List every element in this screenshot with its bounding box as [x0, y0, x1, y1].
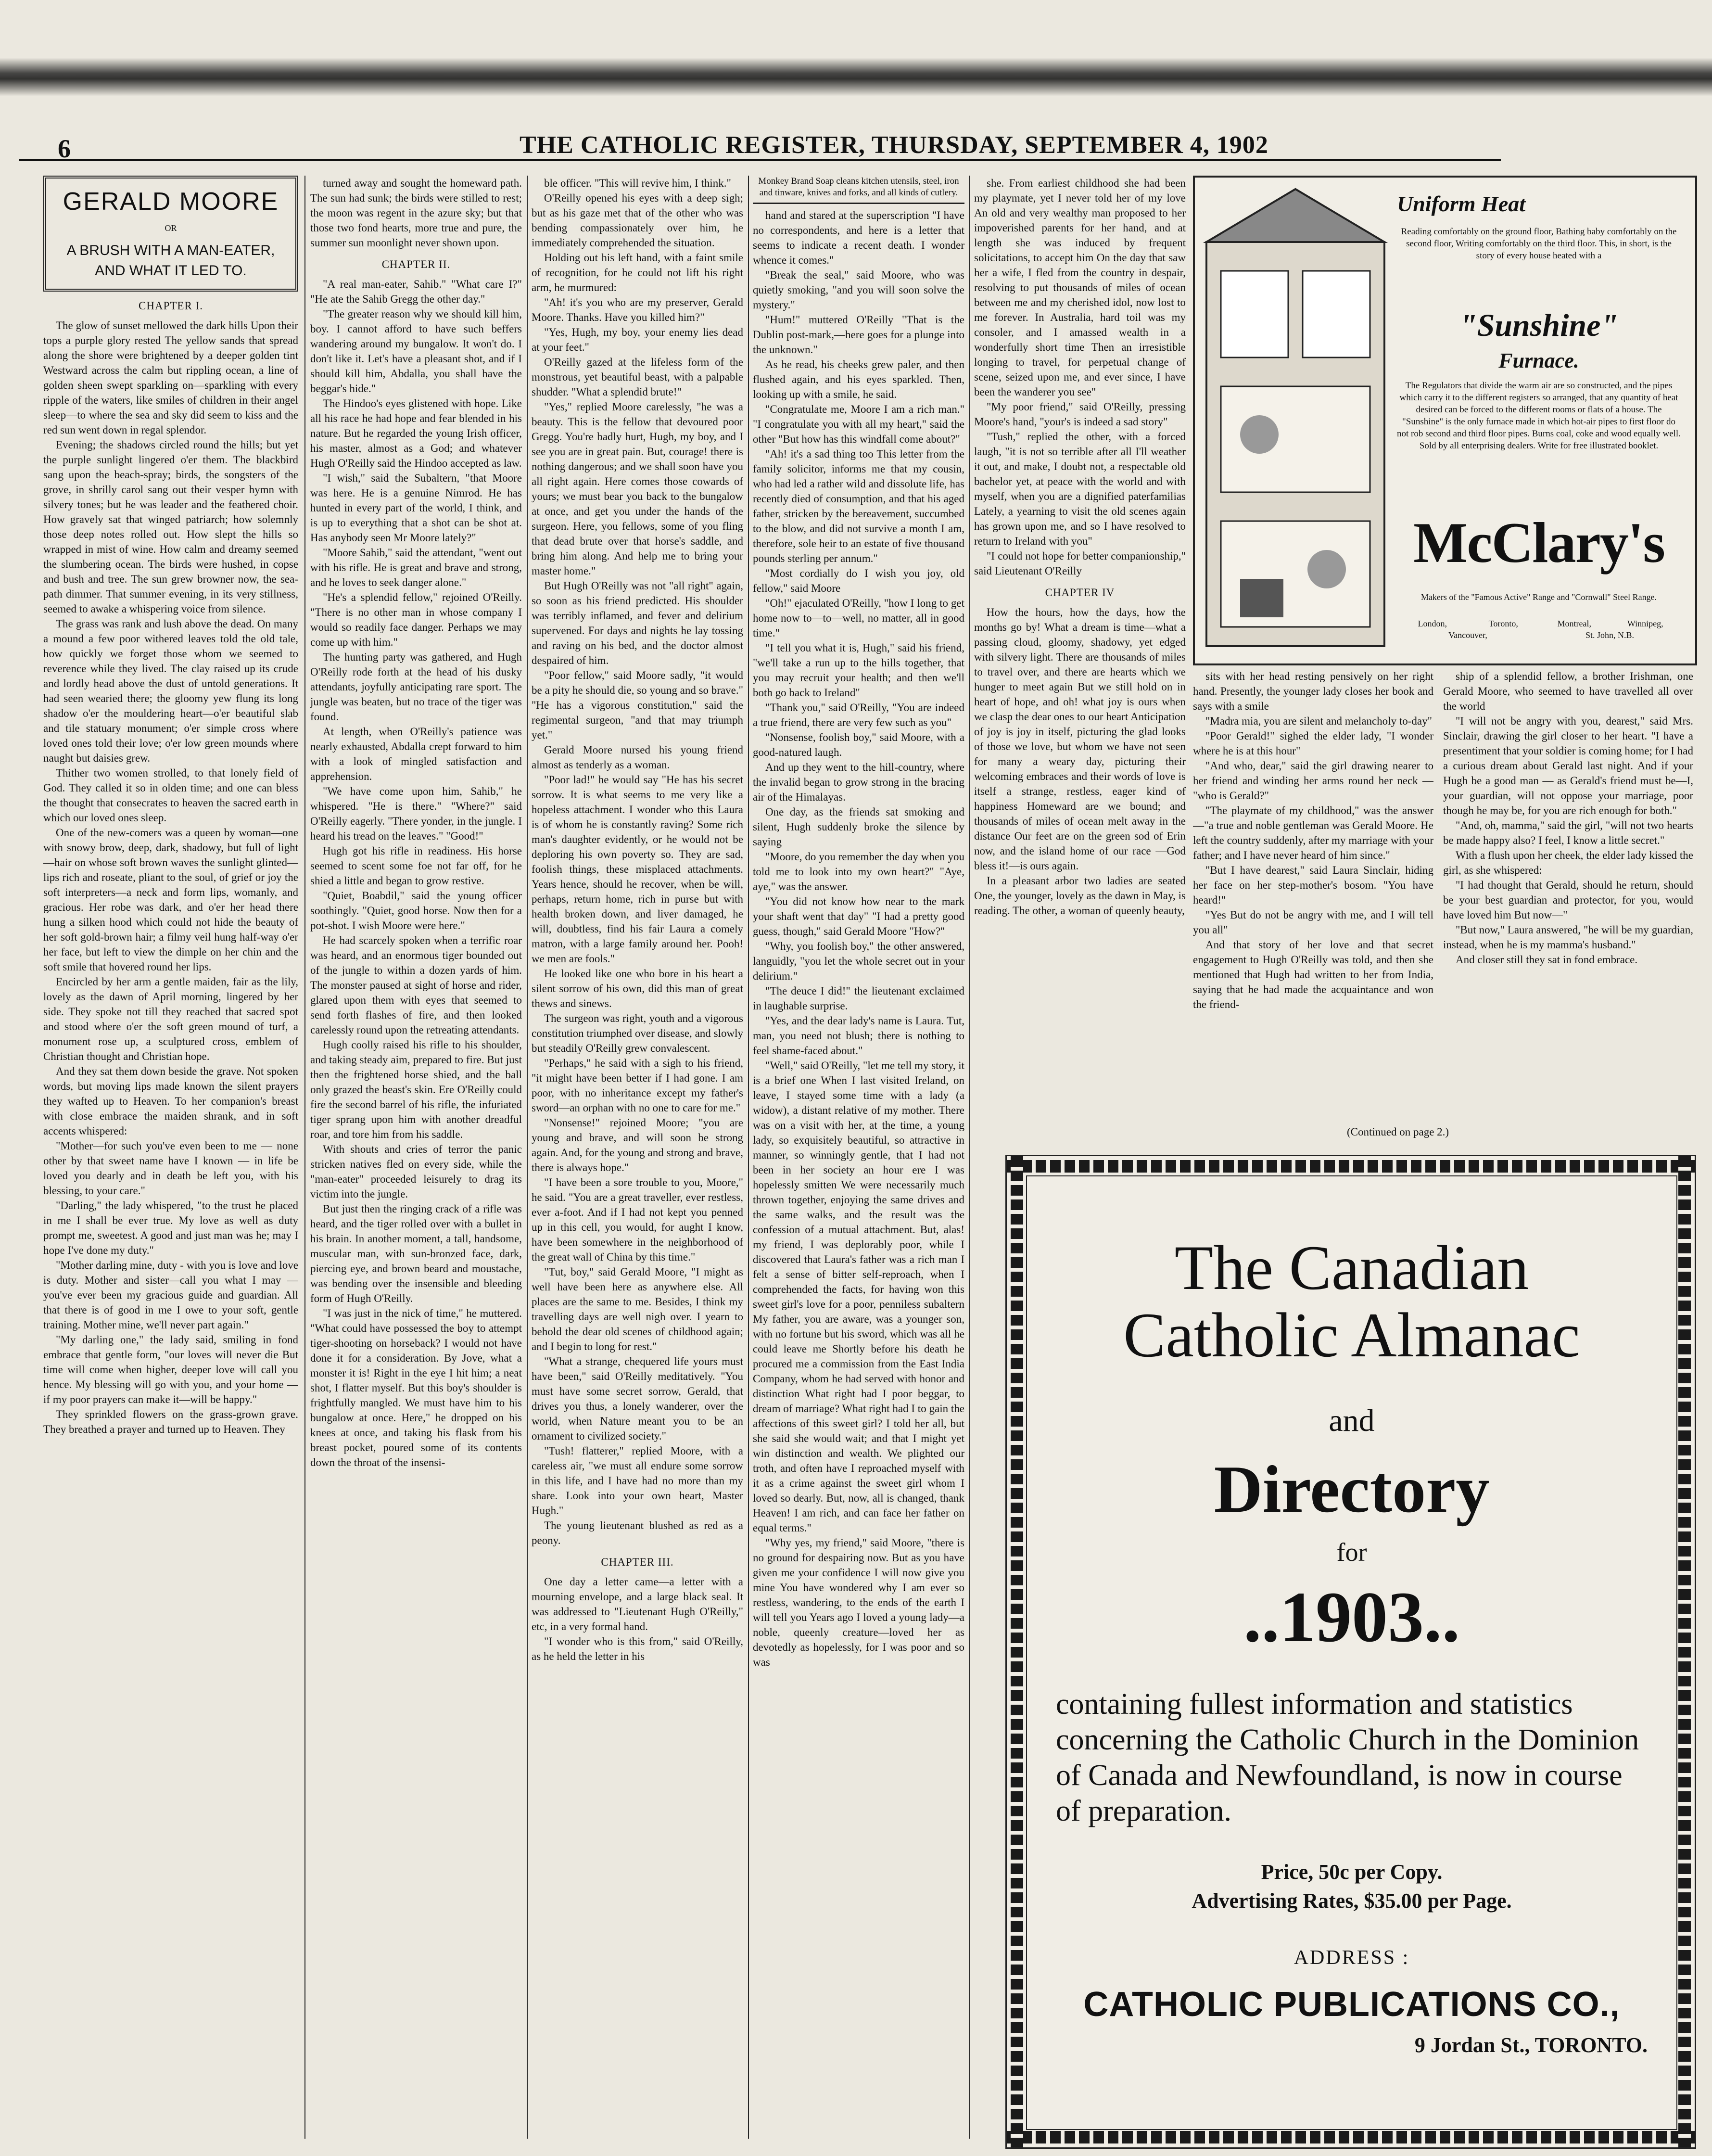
paragraph: "Moore, do you remember the day when you told me to look into my own heart?" "Aye, aye," was the answer. [753, 851, 964, 893]
paragraph: "Why, you foolish boy," the other answered, languidly, "you let the whole secret out in your delirium." [753, 940, 964, 982]
ad-border-bottom [1007, 2131, 1695, 2143]
story-column-1 [43, 176, 298, 2139]
almanac-company: CATHOLIC PUBLICATIONS CO., [1083, 1985, 1620, 2024]
paragraph: "I wish," said the Subaltern, "that Moore was here. He is a genuine Nimrod. He has hunted in every part of the world, I think, and is up to everything that a shot can be shot at. Has anybody seen Mr Moore lately?" [310, 472, 522, 544]
paragraph: "I could not hope for better companionship," said Lieutenant O'Reilly [974, 550, 1186, 577]
almanac-title [1027, 1234, 1676, 1369]
page-number: 6 [58, 134, 71, 163]
ad-cities [1397, 618, 1681, 641]
column-rule [527, 176, 528, 2139]
paragraph: But just then the ringing crack of a rifle was heard, and the tiger rolled over with a bullet in his brain. In another moment, a tall, handsome, muscular man, with sun-bronzed face, dark, piercing eye, and brown beard and moustache, was bending over the insensible and bleeding form of Hugh O'Reilly. [310, 1203, 522, 1304]
paragraph: "The greater reason why we should kill him, boy. I cannot afford to have such beffers wandering around my bungalow. It won't do. I don't like it. Let's have a pleasant shot, and if I should kill him, Abdalla, you shall have the beggar's hide." [310, 308, 522, 395]
almanac-and: and [1329, 1403, 1375, 1438]
ad-border-right [1678, 1156, 1691, 2147]
almanac-price: Price, 50c per Copy. [1261, 1860, 1443, 1884]
paragraph: "Ah! it's a sad thing too This letter from the family solicitor, informs me that my cousin, who had led a rather wild and dissolute life, has recently died of consumption, and that his aged father, stricken by the bereavement, succumbed to the blow, and did not survive a month I am, therefore, sole heir to an estate of five thousand pounds sterling per annum." [753, 448, 964, 564]
almanac-year: ..1903.. [1243, 1577, 1460, 1657]
paragraph: "Moore Sahib," said the attendant, "went out with his rifle. He is great and brave and strong, and he loves to seek danger alone." [310, 547, 522, 588]
scan-edge-band [0, 58, 1712, 96]
paragraph: ble officer. "This will revive him, I think." [544, 177, 731, 189]
paragraph: And up they went to the hill-country, where the invalid began to grow strong in the bracing air of the Himalayas. [753, 761, 964, 803]
paragraph: Thither two women strolled, to that lonely field of God. They called it so in olden time; and one can bless the thought that consecrates to heaven the sacred earth in which our loved ones sleep. [43, 767, 298, 824]
paragraph: The Hindoo's eyes glistened with hope. Like all his race he had hope and fear blended in his nature. But he regarded the young Irish officer, his master, almost as a God; and whatever Hugh O'Reilly said the Hindoo accepted as law. [310, 397, 522, 469]
almanac-for: for [1336, 1538, 1367, 1567]
almanac-advertisement [1005, 1155, 1696, 2149]
paragraph: "Tush," replied the other, with a forced laugh, "it is not so terrible after all I'll weather it out, and make, I doubt not, a respectable old bachelor yet, at peace with the world and with myself, when you are a dignified paterfamilias Lately, a yearning to visit the old scenes again has grown upon me, and so I have resolved to return to Ireland with you" [974, 431, 1186, 547]
paragraph: "We have come upon him, Sahib," he whispered. "He is there." "Where?" said O'Reilly eagerly. "There yonder, in the jungle. I heard his tread on the leaves." "Good!" [310, 785, 522, 842]
story-subtitle: A BRUSH WITH A MAN-EATER, AND WHAT IT LED TO. [66, 242, 275, 279]
ad-text: Reading comfortably on the ground floor, Bathing baby comfortably on the second floor, Writing comfortably on the third floor. This, in short, is the story of every house heated with a [1401, 227, 1677, 261]
paragraph: "I wonder who is this from," said O'Reilly, as he held the letter in his [532, 1635, 743, 1662]
paragraph: ship of a splendid fellow, a brother Irishman, one Gerald Moore, who seemed to have travelled all over the world [1443, 670, 1693, 712]
paragraph: The surgeon was right, youth and a vigorous constitution triumphed over disease, and slowly but steadily O'Reilly grew convalescent. [532, 1012, 743, 1054]
story-column-2 [310, 176, 522, 2139]
city: St. John, N.B. [1585, 630, 1635, 640]
paragraph: Evening; the shadows circled round the hills; but yet the purple sunlight lingered o'er them. The blackbird sang upon the beach-spray; birds, the songsters of the grove, in shrilly carol sang out their vesper hymn with silvery tones; but he was leader and the feathered choir. How gravely sat that winged patriarch; how solemnly those deep notes rolled out. How slept the hills so wrapped in mist of wine. How calm and dreamy seemed the slumbering ocean. The birds were hushed, in copse and bush and tree. The sun grew browner now, the sea-path dimmer. That summer evening, in its very stillness, seemed to awake a whispering voice from silence. [43, 439, 298, 615]
ad-makers: Makers of the "Famous Active" Range and "Cornwall" Steel Range. [1420, 592, 1657, 602]
paragraph: "Yes But do not be angry with me, and I will tell you all" [1193, 909, 1433, 936]
paragraph: "He's a splendid fellow," rejoined O'Reilly. "There is no other man in whose company I would so readily face danger. Perhaps we may come up with him." [310, 591, 522, 648]
paragraph: The young lieutenant blushed as red as a peony. [532, 1519, 743, 1546]
paragraph: "Break the seal," said Moore, who was quietly smoking, "and you will soon solve the mystery." [753, 269, 964, 311]
ad-border-top [1007, 1160, 1695, 1173]
story-column-5 [974, 176, 1186, 1138]
paragraph: With shouts and cries of terror the panic stricken natives fled on every side, while the "man-eater" proceeded leisurely to drag its victim into the jungle. [310, 1143, 522, 1200]
story-title-or: OR [165, 223, 177, 233]
column-rule [969, 176, 970, 2139]
paragraph: The hunting party was gathered, and Hugh O'Reilly rode forth at the head of his dusky attendants, joyfully anticipating rare sport. The jungle was beaten, but no trace of the tiger was found. [310, 651, 522, 723]
paragraph: "But I have dearest," said Laura Sinclair, hiding her face on her step-mother's bosom. "You have heard!" [1193, 864, 1433, 906]
paragraph: "Mother—for such you've even been to me — none other by that sweet name have I known — in life be loved you dearly and in death be left you, with his blessing, to your care." [43, 1140, 298, 1197]
chapter-heading: CHAPTER II. [381, 258, 451, 270]
paragraph: "The deuce I did!" the lieutenant exclaimed in laughable surprise. [753, 985, 964, 1012]
paragraph: As he read, his cheeks grew paler, and then flushed again, and his eyes sparkled. Then, looking up with a smile, he said. [753, 358, 964, 400]
paragraph: With a flush upon her cheek, the elder lady kissed the girl, as she whispered: [1443, 849, 1693, 876]
furnace-advertisement [1193, 176, 1697, 665]
paragraph: "Yes, and the dear lady's name is Laura. Tut, man, you need not blush; there is nothing to feel shame-faced about." [753, 1015, 964, 1057]
paragraph: One day a letter came—a letter with a mourning envelope, and a large black seal. It was addressed to "Lieutenant Hugh O'Reilly," etc, in a very formal hand. [532, 1576, 743, 1633]
paragraph: Encircled by her arm a gentle maiden, fair as the lily, lovely as the dawn of April morning, lingered by her side. They spoke not till they reached that sacred spot and stood where o'er the soft green mound of turf, a monument rose up, a sculptured cross, emblem of Christian thought and Christian hope. [43, 976, 298, 1062]
paragraph: "Congratulate me, Moore I am a rich man." "I congratulate you with all my heart," said the other "But how has this windfall come about?" [753, 403, 964, 445]
paragraph: "My poor friend," said O'Reilly, pressing Moore's hand, "your's is indeed a sad story" [974, 401, 1186, 428]
paragraph: The glow of sunset mellowed the dark hills Upon their tops a purple glory rested The yellow sands that spread along the shore were brightened by a deeper golden tint Westward across the calm but rippling ocean, a line of golden sheen swept sparkling on—sparkling with every ripple of the waters, like smiles of children in their angel sleep—to where the sea and sky did seem to kiss and the red sun went down in regal splendor. [43, 319, 298, 436]
story-column-3 [532, 176, 743, 2139]
almanac-rates: Advertising Rates, $35.00 per Page. [1192, 1889, 1512, 1913]
ad-border-left [1011, 1156, 1023, 2147]
paragraph: "Yes, Hugh, my boy, your enemy lies dead at your feet." [532, 326, 743, 353]
paragraph: "You did not know how near to the mark your shaft went that day" "I had a pretty good guess, though," said Gerald Moore "How?" [753, 895, 964, 937]
ad-brand-logo: McClary's [1413, 510, 1664, 574]
paragraph: But Hugh O'Reilly was not "all right" again, so soon as his friend predicted. His shoulder was terribly inflamed, and fever and delirium supervened. For days and nights he lay tossing and raving on his bed, and the doctor almost despaired of him. [532, 580, 743, 666]
paragraph: "Perhaps," he said with a sigh to his friend, "it might have been better if I had gone. I am poor, with no inheritance except my father's sword—an orphan with no one to care for me." [532, 1057, 743, 1114]
paragraph: sits with her head resting pensively on her right hand. Presently, the younger lady closes her book and says with a smile [1193, 670, 1433, 712]
paragraph: turned away and sought the homeward path. The sun had sunk; the birds were stilled to rest; the moon was regent in the azure sky; but that those two fond hearts, more true and pure, the summer sun moonlight never shown upon. [310, 177, 522, 249]
paragraph: They sprinkled flowers on the grass-grown grave. They breathed a prayer and turned up to Heaven. They [43, 1408, 298, 1435]
paragraph: "Poor Gerald!" sighed the elder lady, "I wonder where he is at this hour" [1193, 730, 1433, 757]
paragraph: "Hum!" muttered O'Reilly "That is the Dublin post-mark,—here goes for a plunge into the unknown." [753, 314, 964, 356]
ad-product-name: "Sunshine" [1459, 308, 1619, 343]
paragraph: "My darling one," the lady said, smiling in fond embrace that gentle form, "our loves will never die But time will come when higher, deeper love will call you hence. My blessing will go with you, and your home — if my poor prayers can make it—will be happy." [43, 1334, 298, 1405]
paragraph: "But now," Laura answered, "he will be my guardian, instead, when he is my mamma's husband." [1443, 924, 1693, 951]
masthead: THE CATHOLIC REGISTER, THURSDAY, SEPTEMBER 4, 1902 [520, 131, 1268, 159]
city: Winnipeg, [1627, 619, 1663, 628]
paragraph: "Nonsense!" rejoined Moore; "you are young and brave, and will soon be strong again. And, for the young and strong and brave, there is always hope." [532, 1117, 743, 1174]
story-title-box [43, 176, 298, 292]
paragraph: "What a strange, chequered life yours must have been," said O'Reilly meditatively. "You must have some secret sorrow, Gerald, that drives you thus, a lonely wanderer, over the world, when Nature meant you to be an ornament to civilized society." [532, 1355, 743, 1442]
city: London, [1418, 619, 1447, 628]
paragraph: "Tush! flatterer," replied Moore, with a careless air, "we must all endure some sorrow in this life, and I have had no more than my share. Look into your own heart, Master Hugh." [532, 1445, 743, 1517]
paragraph: He had scarcely spoken when a terrific roar was heard, and an enormous tiger bounded out of the jungle to within a dozen yards of him. The monster paused at sight of horse and rider, glared upon them with eyes that seemed to send forth flashes of fire, and then looked carelessly round upon the retreating attendants. [310, 934, 522, 1036]
paragraph: "Madra mia, you are silent and melancholy to-day" [1205, 715, 1432, 727]
paragraph: "Mother darling mine, duty - with you is love and love is duty. Mother and sister—call you what I may — you've ever been my gracious guide and guardian. All that there is of good in me I owe to your soft, gentle training. Mother mine, we'll never part again." [43, 1259, 298, 1331]
paragraph: "Poor lad!" he would say "He has his secret sorrow. It is what seems to me very like a hopeless attachment. I wonder who this Laura is of whom he is constantly raving? Some rich man's daughter evidently, or he would not be deploring his own poverty so. They are sad, foolish things, these misplaced attachments. Years hence, should he recover, when be will, perhaps, return home, rich in purse but with health broken down, and liver damaged, he will, doubtless, find his fair Laura a comely matron, with a large family around her. Pooh! we men are fools." [532, 774, 743, 965]
ad-inner-frame [1026, 1175, 1677, 2130]
paragraph: "I will not be angry with you, dearest," said Mrs. Sinclair, drawing the girl closer to her heart. "I have a presentiment that your soldier is coming home; for I had a curious dream about Gerald last night. And if your Hugh be a good man — as Gerald's friend must be—I, your guardian, will not oppose your marriage, poor though he may be, for you are rich enough for both." [1443, 715, 1693, 816]
almanac-description: containing fullest information and statistics concerning the Catholic Church in the Dominion of Canada and Newfoundland, is now in course of preparation. [1056, 1688, 1639, 1827]
paragraph: "Yes," replied Moore carelessly, "he was a beauty. This is the fellow that devoured poor Gregg. You're badly hurt, Hugh, my boy, and I see you are in great pain. But, courage! there is nothing dangerous; and we shall soon have you all right again. Here comes those cowards of yours; we must bear you back to the bungalow at once, and get you under the hands of the surgeon. Here, you fellows, some of you fling that dead brute over that horse's saddle, and bring him along. And help me to bring your master home." [532, 401, 743, 577]
paragraph: Holding out his left hand, with a faint smile of recognition, for he could not lift his right arm, he murmured: [532, 252, 743, 293]
city: Toronto, [1488, 619, 1518, 628]
paragraph: hand and stared at the superscription "I have no correspondents, and here is a letter that seems to indicate a recent death. I wonder whence it comes." [753, 209, 964, 266]
paragraph: One of the new-comers was a queen by woman—one with snowy brow, deep, dark, shadowy, but full of light—hair on whose soft brown waves the sunlight glinted—lips rich and roseate, pliant to the soul, of grief or joy the soft interpreters—a neck and form lips, womanly, and gracious. Her robe was dark, and o'er her head there hung a silken hood which could not hide the beauty of her soft gold-brown hair; a filmy veil hung half-way o'er her face, but left to view the dimple on her chin and the soft smile that hovered round her lips. [43, 827, 298, 973]
paragraph: "Ah! it's you who are my preserver, Gerald Moore. Thanks. Have you killed him?" [532, 296, 743, 323]
paragraph: she. From earliest childhood she had been my playmate, yet I never told her of my love An old and very wealthy man proposed to her impoverished parents for her hand, and at length she was induced by frequent solicitations, to accept him On the day that saw her a wife, I fled from the country in despair, resolving to put thousands of miles of ocean between me and my cherished idol, now lost to me forever. In Australia, hard toil was my consoler, and I amassed wealth in a wonderfully short time Then an irresistible longing to travel, for perpetual change of scene, seized upon me, and ever since, I have been the wanderer you see" [974, 177, 1186, 398]
story-column-7 [1443, 669, 1693, 1126]
paragraph: "The playmate of my childhood," was the answer—"a true and noble gentleman was Gerald Moore. He left the country suddenly, after my marriage with your father; and I have never heard of him since." [1193, 804, 1433, 861]
city: Vancouver, [1448, 630, 1487, 640]
story-title: GERALD MOORE [63, 188, 279, 216]
paragraph: "Poor fellow," said Moore sadly, "it would be a pity he should die, so young and so brave." "He has a vigorous constitution," said the regimental surgeon, "and that may triumph yet." [532, 669, 743, 741]
city: Montreal, [1557, 619, 1591, 628]
paragraph: The grass was rank and lush above the dead. On many a mound a few poor withered leaves told the old tale, how quickly we forget those whom we seemed to reverence while they lived. The clay raised up its crude and lordly head above the dust of untold generations. It had seen wearied there; the gloomy yew flung its long shadow o'er the mouldering heart—o'er beautiful slab and tile statuary monument; o'er simple cross where loved ones told their love; o'er low green mounds where naught but daisies grew. [43, 618, 298, 764]
almanac-street: 9 Jordan St., TORONTO. [1414, 2033, 1648, 2057]
ad-description: The Regulators that divide the warm air are so constructed, and the pipes which carry it to the different registers so arranged, that any quantity of heat desired can be forced to the different rooms or flats of a house. The "Sunshine" is the only furnace made in which hot-air pipes to first floor do not rob second and third floor pipes. Burns coal, coke and wood equally well. Sold by all enterprising dealers. Write for free illustrated booklet. [1397, 381, 1681, 451]
chapter-heading: CHAPTER I. [139, 300, 203, 312]
chapter-heading: CHAPTER III. [601, 1556, 674, 1568]
continued-note: (Continued on page 2.) [1347, 1126, 1449, 1138]
house-illustration [1202, 184, 1389, 656]
column-rule [304, 176, 305, 2139]
paragraph: And that story of her love and that secret engagement to Hugh O'Reilly was told, and then she mentioned that Hugh had written to her from India, saying that he had made the acquaintance and won the friend- [1193, 939, 1433, 1010]
paragraph: "I had thought that Gerald, should he return, should be your best guardian and protector, for you, would have loved him But now—" [1443, 879, 1693, 921]
paragraph: "And who, dear," said the girl drawing nearer to her friend and winding her arms round her neck — "who is Gerald?" [1193, 760, 1433, 802]
paragraph: O'Reilly opened his eyes with a deep sigh; but as his gaze met that of the other who was bending compassionately over him, he immediately comprehended the situation. [532, 192, 743, 249]
paragraph: He looked like one who bore in his heart a silent sorrow of his own, did this man of great thews and sinews. [532, 968, 743, 1009]
paragraph: "A real man-eater, Sahib." "What care I?" "He ate the Sahib Gregg the other day." [310, 278, 522, 305]
paragraph: "Nonsense, foolish boy," said Moore, with a good-natured laugh. [753, 731, 964, 758]
paragraph: "Well," said O'Reilly, "let me tell my story, it is a brief one When I last visited Ireland, on leave, I stayed some time with a lady (a widow), a distant relative of my mother. There was on a visit with her, at the time, a young lady, so exquisitely beautiful, so attractive in manner, so winningly gentle, that I had not been in her society an hour ere I was hopelessly smitten We were necessarily much thrown together, enjoying the same drives and the same walks, and the result was the confession of a mutual attachment. But, alas! my friend, I was deplorably poor, while I discovered that Laura's father was a rich man I felt a sense of bitter self-reproach, when I comprehended the facts, for having won this sweet girl's love for a poor, penniless subaltern My father, you are aware, was a younger son, with no fortune but his sword, which was all he could leave me Shortly before his death he procured me a commission from the East India Company, whom he had served with honor and distinction What right had I poor beggar, to dream of marriage? What right had I to gain the affections of this sweet girl? I told her all, but she said she would wait; and that I might yet win distinction and wealth. We plighted our troth, and often have I reproached myself with it as a crime against the sweet girl whom I loved so dearly. But, now, all is changed, thank Heaven! I am rich, and can face her father on equal terms." [753, 1059, 964, 1534]
ad-heading: Uniform Heat [1397, 191, 1526, 216]
paragraph: In a pleasant arbor two ladies are seated One, the younger, lovely as the dawn in May, is reading. The other, a woman of queenly beauty, [974, 875, 1186, 917]
almanac-title-line2: Catholic Almanac [1123, 1300, 1580, 1370]
paragraph: And closer still they sat in fond embrace. [1456, 954, 1638, 966]
ad-product-type: Furnace. [1498, 349, 1579, 372]
paragraph: "Thank you," said O'Reilly, "You are indeed a true friend, there are very few such as you" [753, 702, 964, 728]
paragraph: "Oh!" ejaculated O'Reilly, "how I long to get home now to—to—well, no matter, all in good time." [753, 597, 964, 639]
almanac-directory: Directory [1214, 1452, 1490, 1527]
paragraph: Hugh coolly raised his rifle to his shoulder, and taking steady aim, prepared to fire. But just then the frightened horse shied, and the ball only grazed the beast's skin. Ere O'Reilly could fire the second barrel of his rifle, the infuriated tiger sprang upon him with another dreadful roar, and tore him from his saddle. [310, 1039, 522, 1140]
paragraph: "Why yes, my friend," said Moore, "there is no ground for despairing now. But as you have given me your confidence I will now give you mine You have wondered why I am ever so restless, wandering, to the ends of the earth I will tell you Years ago I loved a young lady—a noble, queenly creature—loved her as devotedly as hopelessly, for I was poor and so was [753, 1537, 964, 1668]
paragraph: "Most cordially do I wish you joy, old fellow," said Moore [753, 567, 964, 594]
almanac-address-label: ADDRESS : [1294, 1947, 1410, 1969]
paragraph: "And, oh, mamma," said the girl, "will not two hearts be made happy also? I feel, I know a little secret." [1443, 819, 1693, 846]
paragraph: "I was just in the nick of time," he muttered. "What could have possessed the boy to attempt tiger-shooting on horseback? I would not have done it for a consideration. By Jove, what a monster it is! Right in the eye I hit him; a neat shot, I flatter myself. But this boy's shoulder is frightfully mangled. We must have him to his bungalow at once. Here," he dropped on his knees at once, and taking his flask from his breast pocket, poured some of its contents down the throat of the insensi- [310, 1307, 522, 1468]
paragraph: At length, when O'Reilly's patience was nearly exhausted, Abdalla crept forward to him with a look of mingled satisfaction and apprehension. [310, 726, 522, 782]
paragraph: Gerald Moore nursed his young friend almost as tenderly as a woman. [532, 744, 743, 771]
soap-notice: Monkey Brand Soap cleans kitchen utensils, steel, iron and tinware, knives and forks, and all kinds of cutlery. [753, 176, 964, 204]
paragraph: Hugh got his rifle in readiness. His horse seemed to scent some foe not far off, for he shied a little and began to grow restive. [310, 845, 522, 887]
paragraph: "Darling," the lady whispered, "to the trust he placed in me I shall be ever true. My love as well as duty prompt me, sweetest. A good and just man was he; may I hope I've done my duty." [43, 1199, 298, 1256]
paragraph: "I have been a sore trouble to you, Moore," he said. "You are a great traveller, ever restless, ever a-foot. And if I had not kept you penned up in this cell, you would, for aught I know, have been somewhere in the neighborhood of the great wall of China by this time." [532, 1176, 743, 1263]
paragraph: And they sat them down beside the grave. Not spoken words, but moving lips made known the silent prayers they wafted up to Heaven. To her companion's breast with close embrace the maiden shrank, and in soft accents whispered: [43, 1065, 298, 1137]
story-column-6 [1193, 669, 1433, 1145]
story-column-4 [753, 176, 964, 2139]
paragraph: One day, as the friends sat smoking and silent, Hugh suddenly broke the silence by saying [753, 806, 964, 848]
paragraph: "I tell you what it is, Hugh," said his friend, "we'll take a run up to the hills together, that you may recruit your health; and then we'll both go back to Ireland" [753, 642, 964, 699]
paragraph: "Quiet, Boabdil," said the young officer soothingly. "Quiet, good horse. Now then for a pot-shot. I wish Moore were here." [310, 890, 522, 931]
paragraph: "Tut, boy," said Gerald Moore, "I might as well have been here as anywhere else. All places are the same to me. Besides, I think my travelling days are well nigh over. I yearn to behold the dear old scenes of childhood again; and I begin to long for rest." [532, 1266, 743, 1352]
paragraph: How the hours, how the days, how the months go by! What a dream is time—what a passing cloud, gloomy, shadowy, yet edged with silvery light. There are thousands of miles to travel over, and there are hearts which we hunger to meet again But we still hold on in heart of hope, and oh! what joy is ours when we clasp the dear ones to our heart Anticipation of joy is joy in itself, picturing the glad looks of those we love, but whom we have not seen for many a weary day, picturing their welcoming embraces and their words of love is itself a strange, restless, eager kind of happiness Homeward are we bound; and thousands of miles of ocean melt away in the distance Our feet are on the green sod of Erin now, and the island home of our race —God bless it!—is ours again. [974, 606, 1186, 872]
almanac-title-line1: The Canadian [1174, 1232, 1529, 1303]
chapter-heading: CHAPTER IV [1045, 587, 1115, 599]
column-rule [748, 176, 749, 2139]
paragraph: O'Reilly gazed at the lifeless form of the monstrous, yet beautiful beast, with a palpable shudder. "What a splendid brute!" [532, 356, 743, 398]
